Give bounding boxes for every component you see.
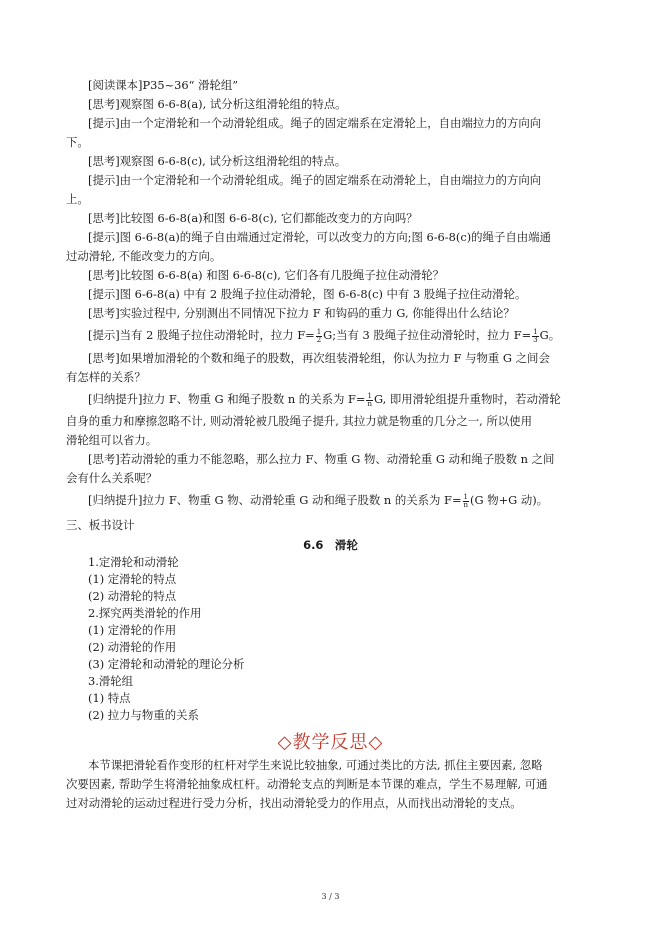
fraction-one-half: $\frac{1}{2}$ — [316, 327, 322, 344]
reflection-line: 次要因素, 帮助学生将滑轮抽象成杠杆。动滑轮支点的判断是本节课的难点，学生不易理解, 可通 — [66, 777, 548, 791]
text-line: 有怎样的关系？ — [66, 370, 146, 384]
section-heading: 三、板书设计 — [66, 518, 135, 532]
fraction-one-third: $\frac{1}{3}$ — [533, 327, 538, 344]
board-item: (2) 拉力与物重的关系 — [88, 708, 199, 722]
text-line: 自身的重力和摩擦忽略不计, 则动滑轮被几股绳子提升, 其拉力就是物重的几分之一, 所以使用 — [66, 414, 532, 428]
text-line: [思考]若动滑轮的重力不能忽略，那么拉力 F、物重 G 物、动滑轮重 G 动和绳子股数 n 之间 — [88, 452, 555, 466]
text-line: [思考]实验过程中, 分别测出不同情况下拉力 F 和钩码的重力 G, 你能得出什么结论？ — [88, 306, 515, 320]
board-item: 3.滑轮组 — [88, 674, 134, 688]
text-line: [提示]图 6-6-8(a) 中有 2 股绳子拉住动滑轮，图 6-6-8(c) 中有 3 股绳子拉住动滑轮。 — [88, 287, 527, 301]
text-segment: [提示]当有 2 股绳子拉住动滑轮时，拉力 F= — [88, 328, 315, 342]
text-line: 上。 — [66, 192, 89, 206]
text-segment: G。 — [539, 328, 561, 342]
fraction-one-over-n: $\frac{1}{n}$ — [463, 492, 469, 509]
board-item: (2) 动滑轮的作用 — [88, 640, 177, 654]
text-line: 下。 — [66, 135, 89, 149]
reflection-line: 本节课把滑轮看作变形的杠杆对学生来说比较抽象, 可通过类比的方法, 抓住主要因素, 忽略 — [88, 758, 543, 772]
board-title: 6.6 滑轮 — [303, 538, 358, 552]
reflection-heading: ◇教学反思◇ — [277, 732, 384, 753]
reflection-line: 过对动滑轮的运动过程进行受力分析，找出动滑轮受力的作用点，从而找出动滑轮的支点。 — [66, 796, 522, 810]
board-item: (1) 定滑轮的作用 — [88, 623, 177, 637]
text-segment: (G 物+G 动)。 — [470, 493, 549, 507]
board-item: 2.探究两类滑轮的作用 — [88, 606, 202, 620]
text-line: 滑轮组可以省力。 — [66, 433, 158, 447]
text-line: [思考]观察图 6-6-8(c), 试分析这组滑轮组的特点。 — [88, 154, 347, 168]
formula-line — [88, 493, 588, 509]
text-segment: [归纳提升]拉力 F、物重 G 物、动滑轮重 G 动和绳子股数 n 的关系为 F= — [88, 493, 462, 507]
text-line: [思考]比较图 6-6-8(a) 和图 6-6-8(c), 它们各有几股绳子拉住动滑轮？ — [88, 268, 445, 282]
fraction-one-over-n: $\frac{1}{n}$ — [367, 391, 372, 408]
text-segment: G;当有 3 股绳子拉住动滑轮时，拉力 F= — [323, 328, 532, 342]
text-line: [思考]如果增加滑轮的个数和绳子的股数，再次组装滑轮组，你认为拉力 F 与物重 G 之间会 — [88, 351, 550, 365]
formula-line — [88, 328, 588, 344]
text-line: [提示]由一个定滑轮和一个动滑轮组成。绳子的固定端系在定滑轮上，自由端拉力的方向向 — [88, 116, 542, 130]
formula-line — [88, 392, 588, 408]
board-item: (2) 动滑轮的特点 — [88, 589, 177, 603]
board-item: 1.定滑轮和动滑轮 — [88, 555, 179, 569]
text-line: 会有什么关系呢？ — [66, 471, 158, 485]
board-item: (1) 定滑轮的特点 — [88, 572, 177, 586]
page-number: 3 / 3 — [321, 892, 340, 901]
text-line: [提示]由一个定滑轮和一个动滑轮组成。绳子的固定端系在动滑轮上，自由端拉力的方向向 — [88, 173, 542, 187]
board-item: (1) 特点 — [88, 691, 131, 705]
text-segment: G, 即用滑轮组提升重物时，若动滑轮 — [373, 392, 561, 406]
text-line: [提示]图 6-6-8(a)的绳子自由端通过定滑轮，可以改变力的方向;图 6-6-8(c)的绳子自由端通 — [88, 230, 551, 244]
board-item: (3) 定滑轮和动滑轮的理论分析 — [88, 657, 245, 671]
text-line: [思考]比较图 6-6-8(a)和图 6-6-8(c), 它们都能改变力的方向吗？ — [88, 211, 418, 225]
text-line: 过动滑轮, 不能改变力的方向。 — [66, 249, 222, 263]
text-line: [思考]观察图 6-6-8(a), 试分析这组滑轮组的特点。 — [88, 97, 347, 111]
text-line: [阅读课本]P35~36“ 滑轮组” — [88, 78, 239, 92]
text-segment: [归纳提升]拉力 F、物重 G 和绳子股数 n 的关系为 F= — [88, 392, 366, 406]
